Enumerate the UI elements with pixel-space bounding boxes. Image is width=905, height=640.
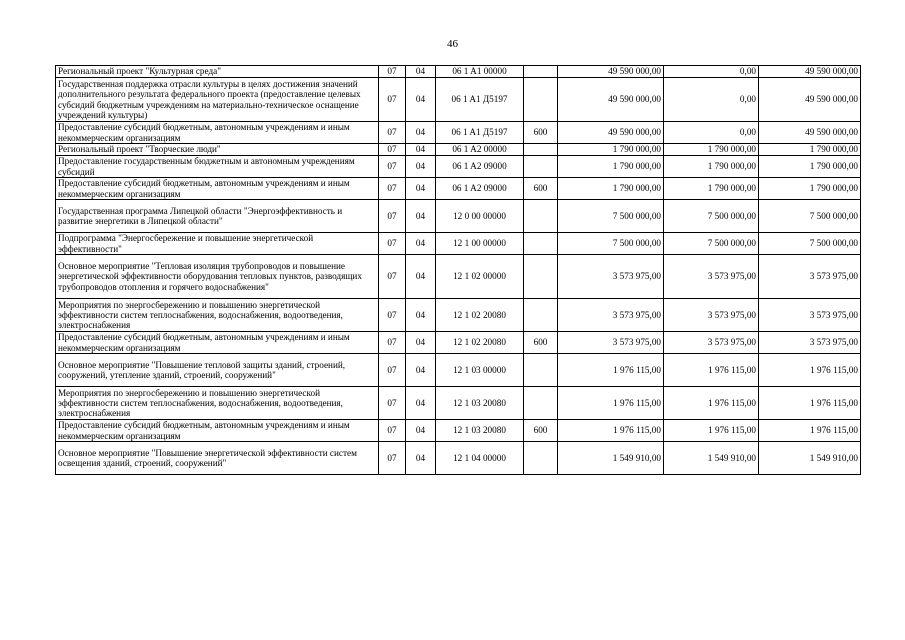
- amount-year-3: 49 590 000,00: [759, 122, 861, 144]
- target-article: 06 1 A1 Д5197: [436, 122, 524, 144]
- amount-year-1: 7 500 000,00: [558, 233, 664, 255]
- expense-type: [524, 299, 558, 332]
- target-article: 12 1 02 20080: [436, 332, 524, 354]
- amount-year-2: 0,00: [664, 66, 759, 78]
- expense-type: 600: [524, 122, 558, 144]
- amount-year-3: 1 549 910,00: [759, 442, 861, 475]
- expense-type: [524, 144, 558, 156]
- item-name: Предоставление субсидий бюджетным, автономным учреждениям и иным некоммерческим организациям: [56, 178, 379, 200]
- amount-year-1: 1 549 910,00: [558, 442, 664, 475]
- subsection-code: 04: [406, 66, 436, 78]
- item-name: Подпрограмма "Энергосбережение и повышение энергетической эффективности": [56, 233, 379, 255]
- subsection-code: 04: [406, 178, 436, 200]
- section-code: 07: [379, 200, 406, 233]
- expense-type: [524, 200, 558, 233]
- amount-year-1: 1 976 115,00: [558, 354, 664, 387]
- amount-year-2: 1 790 000,00: [664, 144, 759, 156]
- amount-year-2: 1 790 000,00: [664, 178, 759, 200]
- subsection-code: 04: [406, 442, 436, 475]
- subsection-code: 04: [406, 233, 436, 255]
- section-code: 07: [379, 332, 406, 354]
- amount-year-2: 3 573 975,00: [664, 255, 759, 299]
- section-code: 07: [379, 144, 406, 156]
- amount-year-1: 49 590 000,00: [558, 122, 664, 144]
- target-article: 12 1 02 00000: [436, 255, 524, 299]
- subsection-code: 04: [406, 200, 436, 233]
- table-row: [56, 233, 861, 255]
- section-code: 07: [379, 354, 406, 387]
- subsection-code: 04: [406, 332, 436, 354]
- table-row: [56, 200, 861, 233]
- amount-year-2: 7 500 000,00: [664, 200, 759, 233]
- amount-year-3: 49 590 000,00: [759, 66, 861, 78]
- amount-year-3: 1 790 000,00: [759, 178, 861, 200]
- item-name: Региональный проект "Творческие люди": [56, 144, 379, 156]
- section-code: 07: [379, 442, 406, 475]
- item-name: Основное мероприятие "Повышение энергетической эффективности систем освещения зданий, строений, сооружений": [56, 442, 379, 475]
- expense-type: 600: [524, 332, 558, 354]
- expense-type: [524, 387, 558, 420]
- target-article: 06 1 A2 00000: [436, 144, 524, 156]
- subsection-code: 04: [406, 354, 436, 387]
- amount-year-1: 7 500 000,00: [558, 200, 664, 233]
- section-code: 07: [379, 156, 406, 178]
- amount-year-3: 1 976 115,00: [759, 420, 861, 442]
- section-code: 07: [379, 66, 406, 78]
- amount-year-2: 1 976 115,00: [664, 387, 759, 420]
- amount-year-3: 1 790 000,00: [759, 156, 861, 178]
- amount-year-2: 1 790 000,00: [664, 156, 759, 178]
- table-row: [56, 66, 861, 78]
- subsection-code: 04: [406, 144, 436, 156]
- item-name: Предоставление субсидий бюджетным, автономным учреждениям и иным некоммерческим организациям: [56, 122, 379, 144]
- target-article: 12 0 00 00000: [436, 200, 524, 233]
- table-row: [56, 332, 861, 354]
- subsection-code: 04: [406, 122, 436, 144]
- amount-year-3: 7 500 000,00: [759, 233, 861, 255]
- amount-year-2: 1 976 115,00: [664, 420, 759, 442]
- amount-year-3: 49 590 000,00: [759, 78, 861, 122]
- section-code: 07: [379, 178, 406, 200]
- item-name: Предоставление субсидий бюджетным, автономным учреждениям и иным некоммерческим организациям: [56, 332, 379, 354]
- amount-year-2: 1 976 115,00: [664, 354, 759, 387]
- amount-year-2: 3 573 975,00: [664, 332, 759, 354]
- item-name: Предоставление государственным бюджетным и автономным учреждениям субсидий: [56, 156, 379, 178]
- expense-type: [524, 255, 558, 299]
- table-row: [56, 78, 861, 122]
- expense-type: [524, 233, 558, 255]
- amount-year-1: 49 590 000,00: [558, 78, 664, 122]
- target-article: 06 1 A1 Д5197: [436, 78, 524, 122]
- subsection-code: 04: [406, 387, 436, 420]
- subsection-code: 04: [406, 78, 436, 122]
- subsection-code: 04: [406, 255, 436, 299]
- item-name: Государственная программа Липецкой области "Энергоэффективность и развитие энергетики в Липецкой области": [56, 200, 379, 233]
- item-name: Мероприятия по энергосбережению и повышению энергетической эффективности систем теплоснабжения, водоснабжения, водоотведения, электроснабжения: [56, 299, 379, 332]
- target-article: 12 1 03 00000: [436, 354, 524, 387]
- target-article: 06 1 A2 09000: [436, 178, 524, 200]
- budget-table: [55, 65, 861, 475]
- amount-year-2: 0,00: [664, 78, 759, 122]
- table-row: [56, 255, 861, 299]
- amount-year-2: 7 500 000,00: [664, 233, 759, 255]
- section-code: 07: [379, 233, 406, 255]
- item-name: Региональный проект "Культурная среда": [56, 66, 379, 78]
- target-article: 12 1 03 20080: [436, 420, 524, 442]
- expense-type: [524, 78, 558, 122]
- amount-year-1: 49 590 000,00: [558, 66, 664, 78]
- item-name: Государственная поддержка отрасли культуры в целях достижения значений дополнительного результата федерального проекта (предоставление целевых субсидий бюджетным учреждениям на материально-техническое оснащение учреждений культуры): [56, 78, 379, 122]
- amount-year-3: 3 573 975,00: [759, 299, 861, 332]
- table-row: [56, 354, 861, 387]
- target-article: 06 1 A1 00000: [436, 66, 524, 78]
- section-code: 07: [379, 299, 406, 332]
- amount-year-1: 3 573 975,00: [558, 299, 664, 332]
- expense-type: 600: [524, 420, 558, 442]
- amount-year-1: 3 573 975,00: [558, 332, 664, 354]
- item-name: Мероприятия по энергосбережению и повышению энергетической эффективности систем теплоснабжения, водоснабжения, водоотведения, электроснабжения: [56, 387, 379, 420]
- amount-year-2: 1 549 910,00: [664, 442, 759, 475]
- section-code: 07: [379, 122, 406, 144]
- target-article: 12 1 00 00000: [436, 233, 524, 255]
- expense-type: [524, 354, 558, 387]
- amount-year-2: 0,00: [664, 122, 759, 144]
- section-code: 07: [379, 420, 406, 442]
- table-row: [56, 156, 861, 178]
- amount-year-3: 1 976 115,00: [759, 354, 861, 387]
- amount-year-3: 7 500 000,00: [759, 200, 861, 233]
- section-code: 07: [379, 78, 406, 122]
- page-number: 46: [447, 38, 458, 50]
- section-code: 07: [379, 387, 406, 420]
- table-row: [56, 122, 861, 144]
- amount-year-1: 1 976 115,00: [558, 387, 664, 420]
- expense-type: [524, 442, 558, 475]
- target-article: 12 1 03 20080: [436, 387, 524, 420]
- item-name: Основное мероприятие "Тепловая изоляция трубопроводов и повышение энергетической эффективности оборудования тепловых пунктов, разводящих трубопроводов отопления и горячего водоснабжения": [56, 255, 379, 299]
- expense-type: 600: [524, 178, 558, 200]
- amount-year-2: 3 573 975,00: [664, 299, 759, 332]
- expense-type: [524, 66, 558, 78]
- target-article: 12 1 02 20080: [436, 299, 524, 332]
- expense-type: [524, 156, 558, 178]
- subsection-code: 04: [406, 299, 436, 332]
- subsection-code: 04: [406, 420, 436, 442]
- table-row: [56, 420, 861, 442]
- amount-year-1: 1 790 000,00: [558, 156, 664, 178]
- amount-year-3: 1 976 115,00: [759, 387, 861, 420]
- section-code: 07: [379, 255, 406, 299]
- table-row: [56, 442, 861, 475]
- table-body: [56, 66, 861, 475]
- item-name: Основное мероприятие "Повышение тепловой защиты зданий, строений, сооружений, утепление зданий, строений, сооружений": [56, 354, 379, 387]
- target-article: 12 1 04 00000: [436, 442, 524, 475]
- amount-year-1: 1 790 000,00: [558, 178, 664, 200]
- amount-year-3: 3 573 975,00: [759, 332, 861, 354]
- table-row: [56, 387, 861, 420]
- subsection-code: 04: [406, 156, 436, 178]
- table-row: [56, 178, 861, 200]
- amount-year-3: 1 790 000,00: [759, 144, 861, 156]
- table-row: [56, 144, 861, 156]
- target-article: 06 1 A2 09000: [436, 156, 524, 178]
- amount-year-1: 3 573 975,00: [558, 255, 664, 299]
- amount-year-1: 1 790 000,00: [558, 144, 664, 156]
- table-row: [56, 299, 861, 332]
- item-name: Предоставление субсидий бюджетным, автономным учреждениям и иным некоммерческим организациям: [56, 420, 379, 442]
- amount-year-3: 3 573 975,00: [759, 255, 861, 299]
- amount-year-1: 1 976 115,00: [558, 420, 664, 442]
